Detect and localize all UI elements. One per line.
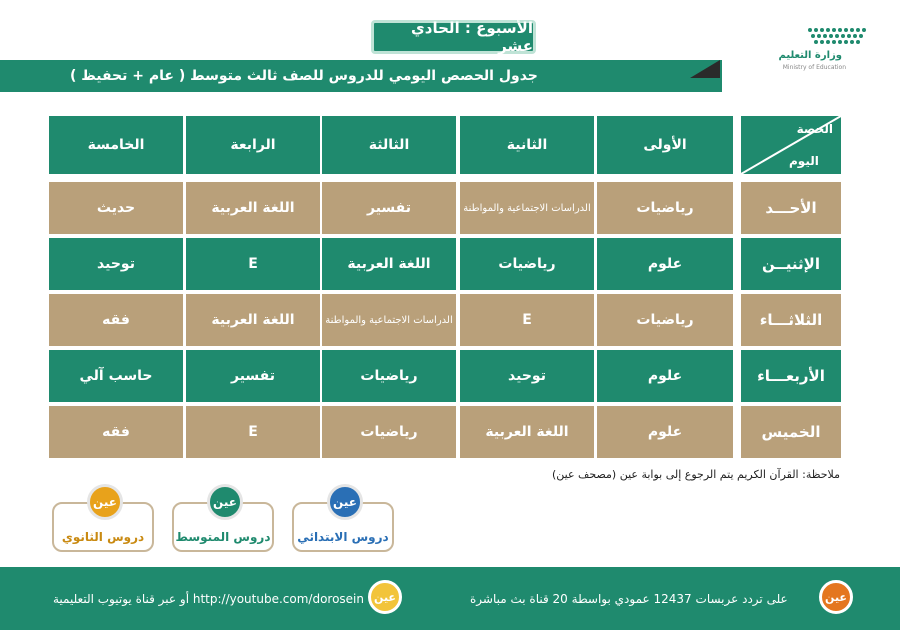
schedule-cell: رياضيات [322, 406, 456, 458]
schedule-cell: علوم [597, 350, 733, 402]
period-header: الأولى [597, 116, 733, 174]
schedule-cell: رياضيات [322, 350, 456, 402]
schedule-cell: الدراسات الاجتماعية والمواطنة [460, 182, 594, 234]
footer-bar [0, 567, 900, 630]
schedule-cell: اللغة العربية [460, 406, 594, 458]
badge-label: دروس الثانوي [61, 530, 145, 544]
secondary-lessons-badge[interactable] [52, 495, 154, 552]
schedule-cell: علوم [597, 406, 733, 458]
schedule-cell: تفسير [186, 350, 320, 402]
schedule-cell: E [186, 406, 320, 458]
schedule-cell: اللغة العربية [186, 182, 320, 234]
corner-day-label: اليوم [789, 154, 819, 168]
day-label: الأحـــد [741, 182, 841, 234]
schedule-cell: فقه [49, 294, 183, 346]
page-title: جدول الحصص اليومي للدروس للصف ثالث متوسط ( عام + تحفيظ ) [70, 68, 538, 84]
badge-label: دروس المتوسط [175, 530, 271, 544]
period-header: الثانية [460, 116, 594, 174]
quran-note: ملاحظة: القرآن الكريم يتم الرجوع إلى بوابة عين (مصحف عين) [551, 468, 840, 481]
ein-satellite-icon: عين [819, 580, 853, 614]
ministry-logo-icon [776, 20, 876, 70]
day-label: الخميس [741, 406, 841, 458]
period-header: الرابعة [186, 116, 320, 174]
schedule-cell: الدراسات الاجتماعية والمواطنة [322, 294, 456, 346]
schedule-cell: رياضيات [597, 182, 733, 234]
ein-logo-icon: عين [327, 484, 363, 520]
day-label: الأربعـــاء [741, 350, 841, 402]
day-label: الثلاثـــاء [741, 294, 841, 346]
corner-period-label: الحصة [796, 122, 833, 136]
schedule-cell: E [186, 238, 320, 290]
schedule-cell: توحيد [49, 238, 183, 290]
schedule-cell: اللغة العربية [186, 294, 320, 346]
week-badge: الأسبوع : الحادي عشر [371, 20, 536, 54]
period-header: الثالثة [322, 116, 456, 174]
schedule-cell: حاسب آلي [49, 350, 183, 402]
schedule-cell: علوم [597, 238, 733, 290]
ministry-name-en: Ministry of Education [782, 64, 846, 71]
corner-cell [741, 116, 841, 174]
period-header: الخامسة [49, 116, 183, 174]
ein-channel-icon: عين [368, 580, 402, 614]
title-ribbon-fold [690, 60, 720, 78]
ein-logo-icon: عين [87, 484, 123, 520]
schedule-cell: E [460, 294, 594, 346]
schedule-cell: توحيد [460, 350, 594, 402]
schedule-cell: حديث [49, 182, 183, 234]
schedule-cell: فقه [49, 406, 183, 458]
primary-lessons-badge[interactable] [292, 495, 394, 552]
satellite-frequency-text: على تردد عربسات 12437 عمودي بواسطة 20 قناة بث مباشرة [470, 591, 788, 606]
schedule-cell: رياضيات [460, 238, 594, 290]
badge-label: دروس الابتدائي [297, 530, 389, 544]
schedule-cell: تفسير [322, 182, 456, 234]
ministry-name-ar: وزارة التعليم [778, 50, 842, 61]
day-label: الإثنيــن [741, 238, 841, 290]
ein-logo-icon: عين [207, 484, 243, 520]
youtube-channel-text[interactable]: http://youtube.com/dorosein أو عبر قناة يوتيوب التعليمية [52, 591, 364, 606]
schedule-cell: اللغة العربية [322, 238, 456, 290]
schedule-cell: رياضيات [597, 294, 733, 346]
intermediate-lessons-badge[interactable] [172, 495, 274, 552]
